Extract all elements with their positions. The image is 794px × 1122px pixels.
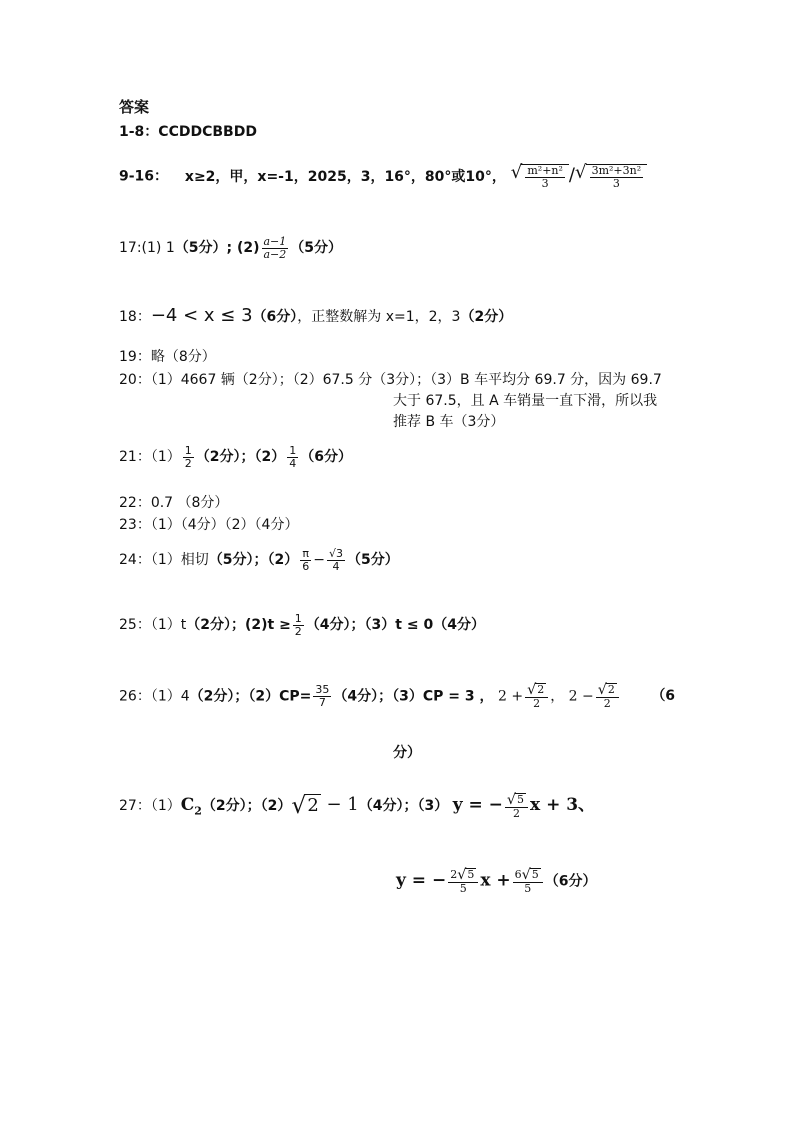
q26-expr-b: 2 − xyxy=(568,688,594,705)
q9-rad2-num: 3m²+3n² xyxy=(591,164,642,177)
q24-num-1: π xyxy=(302,547,310,560)
answer-20-line-1: 20：（1）4667 辆（2分）；（2）67.5 分（3分）；（3）B 车平均分 69.7 分，因为 69.7 xyxy=(119,372,662,388)
q24-den-1: 6 xyxy=(302,559,310,573)
q24-label: 24：（1）相切 xyxy=(119,552,209,569)
q27-y2-lhs: y = − xyxy=(396,870,447,891)
q27-y2-mid: x + xyxy=(480,870,511,891)
q25-fraction xyxy=(293,613,304,637)
q21-num-2: 1 xyxy=(289,444,297,457)
q9-rad1-num: m²+n² xyxy=(527,164,563,177)
q27-y2-den-2: 5 xyxy=(524,882,532,896)
q26-den-a: 2 xyxy=(533,697,541,711)
answer-17 xyxy=(119,236,342,260)
q27-score-1: （2分）；（2） xyxy=(201,798,292,814)
q26-num: 35 xyxy=(315,683,330,697)
q27-y2-rad-1: 5 xyxy=(467,868,475,881)
answer-27-line-1 xyxy=(119,790,595,819)
q21-score-2: （6分） xyxy=(300,449,352,466)
q21-score-1: （2分）；（2） xyxy=(195,449,286,466)
q27-y2-rad-2: 5 xyxy=(531,868,539,881)
answer-20-line-2: 大于 67.5，且 A 车销量一直下滑，所以我 xyxy=(393,393,658,409)
q26-fraction xyxy=(313,684,331,708)
answer-21 xyxy=(119,445,352,469)
q25-score-1: （2分）；(2)t ≥ xyxy=(186,617,291,634)
q27-score-2: （4分）；（3） xyxy=(358,798,449,814)
q27-y1-rad: 5 xyxy=(517,792,525,806)
q26-score-2: （4分）；（3）CP = 3 ， xyxy=(333,688,494,705)
q21-fraction-1 xyxy=(183,445,194,469)
q26-rad-b: 2 xyxy=(607,683,615,696)
answer-9-16 xyxy=(119,164,647,189)
q9-answers: x≥2，甲，x=-1，2025，3，16°，80°或10°， xyxy=(184,168,506,185)
answer-25 xyxy=(119,613,485,637)
q24-score-1: （5分）；（2） xyxy=(208,552,299,569)
q17-fraction xyxy=(262,236,289,260)
answer-19: 19：略（8分） xyxy=(119,349,216,365)
q27-y1-den: 2 xyxy=(512,806,520,820)
answer-20-line-3: 推荐 B 车（3分） xyxy=(393,414,505,430)
q26-score-3: （6 xyxy=(651,688,676,705)
q17-den: a−2 xyxy=(263,247,287,261)
q18-score-2: （2分） xyxy=(460,309,513,325)
q26-rad-a: 2 xyxy=(537,683,545,696)
q17-score-1: （5分）; (2) xyxy=(174,240,260,257)
q21-label: 21：（1） xyxy=(119,449,181,466)
q9-radical-2: √ $\frac{\text{3m²+3n²}}{3}$ xyxy=(575,164,647,189)
q27-label: 27：（1） xyxy=(119,798,181,814)
q26-den: 7 xyxy=(318,695,326,709)
q27-c2 xyxy=(180,795,202,818)
q27-y2-coef: 2 xyxy=(450,868,458,882)
q17-score-2: （5分） xyxy=(290,240,343,257)
answer-22: 22：0.7 （8分） xyxy=(119,495,229,511)
q21-num-1: 1 xyxy=(184,444,192,457)
q26-comma: ， xyxy=(550,688,565,705)
q21-den-2: 4 xyxy=(289,456,297,470)
q26-frac-b: √ 2 2 xyxy=(596,683,619,710)
q25-score-3: （4分） xyxy=(433,617,485,634)
q18-score-1: （6分） xyxy=(252,309,298,325)
q26-label: 26：（1）4 xyxy=(119,688,190,705)
q24-fraction-2 xyxy=(327,548,345,572)
answer-24 xyxy=(119,548,399,572)
q27-y2-frac-2: 6 √ 5 5 xyxy=(513,868,543,895)
answer-27-line-2 xyxy=(396,868,597,895)
q26-score-3-cont: 分） xyxy=(393,745,421,761)
q27-y1-lhs: y = − xyxy=(452,795,503,815)
q26-score-1: （2分）；（2）CP= xyxy=(189,688,312,705)
q21-den-1: 2 xyxy=(184,456,192,470)
q27-c: C xyxy=(180,795,195,815)
q9-radical-1: √ $\frac{\text{m²+n²}}{3}$ xyxy=(511,164,569,189)
q9-prefix: 9-16： xyxy=(119,168,169,185)
q25-den: 2 xyxy=(294,624,302,638)
q18-label: 18： xyxy=(119,309,151,325)
q25-num: 1 xyxy=(294,612,302,625)
q9-slash: / xyxy=(568,164,575,186)
q17-num: a−1 xyxy=(263,235,287,248)
q27-y1-rhs: x + 3、 xyxy=(530,795,596,815)
answer-18 xyxy=(119,305,512,326)
answer-1-8: 1-8：CCDDCBBDD xyxy=(119,124,257,140)
q9-rad1-den: 3 xyxy=(541,176,549,190)
q18-inequality: −4 < x ≤ 3 xyxy=(150,305,253,326)
q27-y1-frac: √ 5 2 xyxy=(505,793,528,820)
q24-num-2: √3 xyxy=(328,547,343,560)
q27-c-sub: 2 xyxy=(194,804,202,818)
q27-minus-1: − 1 xyxy=(320,794,359,815)
answer-23: 23：（1）（4分）（2）（4分） xyxy=(119,517,299,533)
q21-fraction-2 xyxy=(287,445,298,469)
q24-minus: − xyxy=(313,552,325,569)
q27-y2-den-1: 5 xyxy=(459,882,467,896)
q27-y2-frac-1: 2 √ 5 5 xyxy=(448,868,478,895)
q25-score-2: （4分）；（3）t ≤ 0 xyxy=(305,617,434,634)
q17-label: 17:(1) 1 xyxy=(119,240,175,257)
q27-rad-arg: 2 xyxy=(307,795,319,817)
q24-fraction-1 xyxy=(300,548,311,572)
q27-radical: √ 2 xyxy=(291,791,319,820)
q26-frac-a: √ 2 2 xyxy=(525,683,548,710)
q24-den-2: 4 xyxy=(332,559,340,573)
answer-26 xyxy=(119,683,675,710)
q27-y2-coef-2: 6 xyxy=(514,868,522,882)
q27-score-3: （6分） xyxy=(544,873,597,890)
q26-den-b: 2 xyxy=(603,697,611,711)
q9-rad2-den: 3 xyxy=(612,176,620,190)
q25-label: 25：（1）t xyxy=(119,617,187,634)
page-title: 答案 xyxy=(119,98,150,116)
q18-text: ，正整数解为 x=1，2，3 xyxy=(297,309,461,325)
q26-expr-a: 2 + xyxy=(497,688,524,705)
q24-score-2: （5分） xyxy=(346,552,399,569)
